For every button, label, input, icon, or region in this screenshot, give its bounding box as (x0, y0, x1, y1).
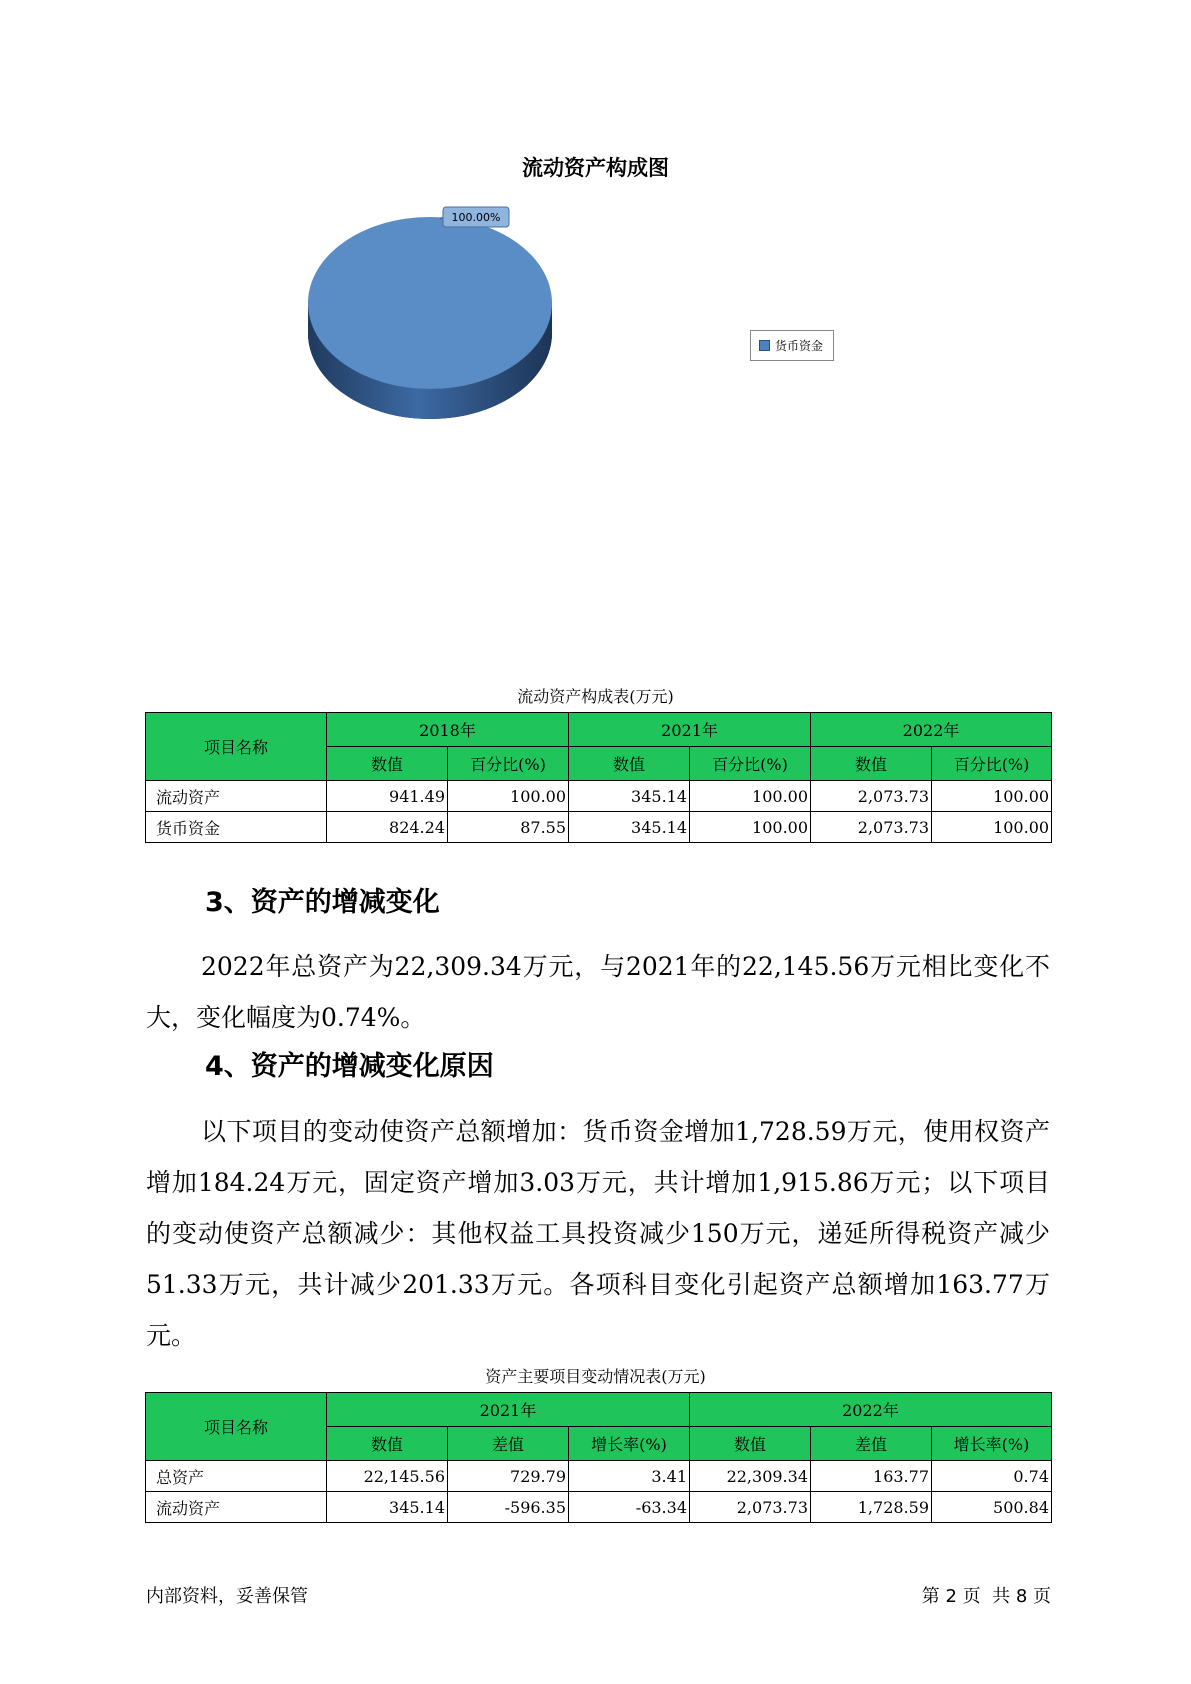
table2-subheader: 数值 (327, 1427, 448, 1461)
table2-subheader: 数值 (690, 1427, 811, 1461)
table1-subheader: 数值 (569, 747, 690, 781)
table2-subheader: 增长率(%) (932, 1427, 1052, 1461)
footer-note: 内部资料，妥善保管 (146, 1586, 308, 1607)
cell-value: 2,073.73 (811, 812, 932, 843)
table2-caption: 资产主要项目变动情况表(万元) (485, 1367, 706, 1386)
cell-value: 2,073.73 (690, 1492, 811, 1523)
legend-label: 货币资金 (775, 339, 824, 353)
table1-subheader: 百分比(%) (690, 747, 811, 781)
cell-value: 941.49 (327, 781, 448, 812)
row-label: 流动资产 (146, 1492, 327, 1523)
cell-value: 100.00 (448, 781, 569, 812)
cell-value: 100.00 (932, 812, 1052, 843)
page-number: 第 2 页 共 8 页 (921, 1586, 1051, 1607)
table1-subheader: 数值 (811, 747, 932, 781)
table1-year-header: 2018年 (327, 713, 569, 747)
section4-heading: 4、资产的增减变化原因 (205, 1051, 494, 1082)
cell-value: 345.14 (569, 781, 690, 812)
table-row (146, 812, 1052, 843)
cell-value: 0.74 (932, 1461, 1052, 1492)
cell-value: 163.77 (811, 1461, 932, 1492)
cell-value: 100.00 (932, 781, 1052, 812)
chart-title: 流动资产构成图 (522, 156, 669, 180)
table1-item-header: 项目名称 (146, 713, 327, 781)
cell-value: 3.41 (569, 1461, 690, 1492)
table2-subheader: 增长率(%) (569, 1427, 690, 1461)
section4-paragraph: 以下项目的变动使资产总额增加：货币资金增加1,728.59万元，使用权资产增加184.24万元，固定资产增加3.03万元，共计增加1,915.86万元；以下项目的变动使资产总额减少：其他权益工具投资减少150万元，递延所得税资产减少51.33万元，共计减少201.33万元。各项科目变化引起资产总额增加163.77万元。 (146, 1117, 1050, 1350)
row-label: 总资产 (146, 1461, 327, 1492)
cell-value: 22,145.56 (327, 1461, 448, 1492)
cell-value: 22,309.34 (690, 1461, 811, 1492)
cell-value: 1,728.59 (811, 1492, 932, 1523)
cell-value: 2,073.73 (811, 781, 932, 812)
row-label: 货币资金 (146, 812, 327, 843)
table2-item-header: 项目名称 (146, 1393, 327, 1461)
cell-value: 87.55 (448, 812, 569, 843)
table1-year-header: 2021年 (569, 713, 811, 747)
table1 (145, 712, 1052, 843)
table2-subheader: 差值 (448, 1427, 569, 1461)
pie-data-label: 100.00% (451, 211, 501, 224)
table1-subheader: 数值 (327, 747, 448, 781)
section3-paragraph: 2022年总资产为22,309.34万元，与2021年的22,145.56万元相比变化不大，变化幅度为0.74%。 (146, 952, 1050, 1032)
table2-subheader: 差值 (811, 1427, 932, 1461)
table1-subheader: 百分比(%) (932, 747, 1052, 781)
cell-value: 100.00 (690, 812, 811, 843)
row-label: 流动资产 (146, 781, 327, 812)
section3-heading: 3、资产的增减变化 (205, 887, 440, 918)
cell-value: 345.14 (569, 812, 690, 843)
table-row (146, 1492, 1052, 1523)
pie-slice-top (308, 217, 552, 389)
cell-value: 100.00 (690, 781, 811, 812)
table1-subheader: 百分比(%) (448, 747, 569, 781)
chart-legend (750, 330, 834, 361)
cell-value: 824.24 (327, 812, 448, 843)
table1-caption: 流动资产构成表(万元) (517, 687, 674, 706)
table-row (146, 1461, 1052, 1492)
cell-value: -596.35 (448, 1492, 569, 1523)
table2-year-header: 2022年 (690, 1393, 1052, 1427)
table2 (145, 1392, 1052, 1523)
cell-value: 729.79 (448, 1461, 569, 1492)
cell-value: 500.84 (932, 1492, 1052, 1523)
legend-swatch (759, 340, 770, 351)
table-row (146, 781, 1052, 812)
cell-value: 345.14 (327, 1492, 448, 1523)
table1-year-header: 2022年 (811, 713, 1052, 747)
cell-value: -63.34 (569, 1492, 690, 1523)
pie-chart (280, 195, 580, 435)
table2-year-header: 2021年 (327, 1393, 690, 1427)
